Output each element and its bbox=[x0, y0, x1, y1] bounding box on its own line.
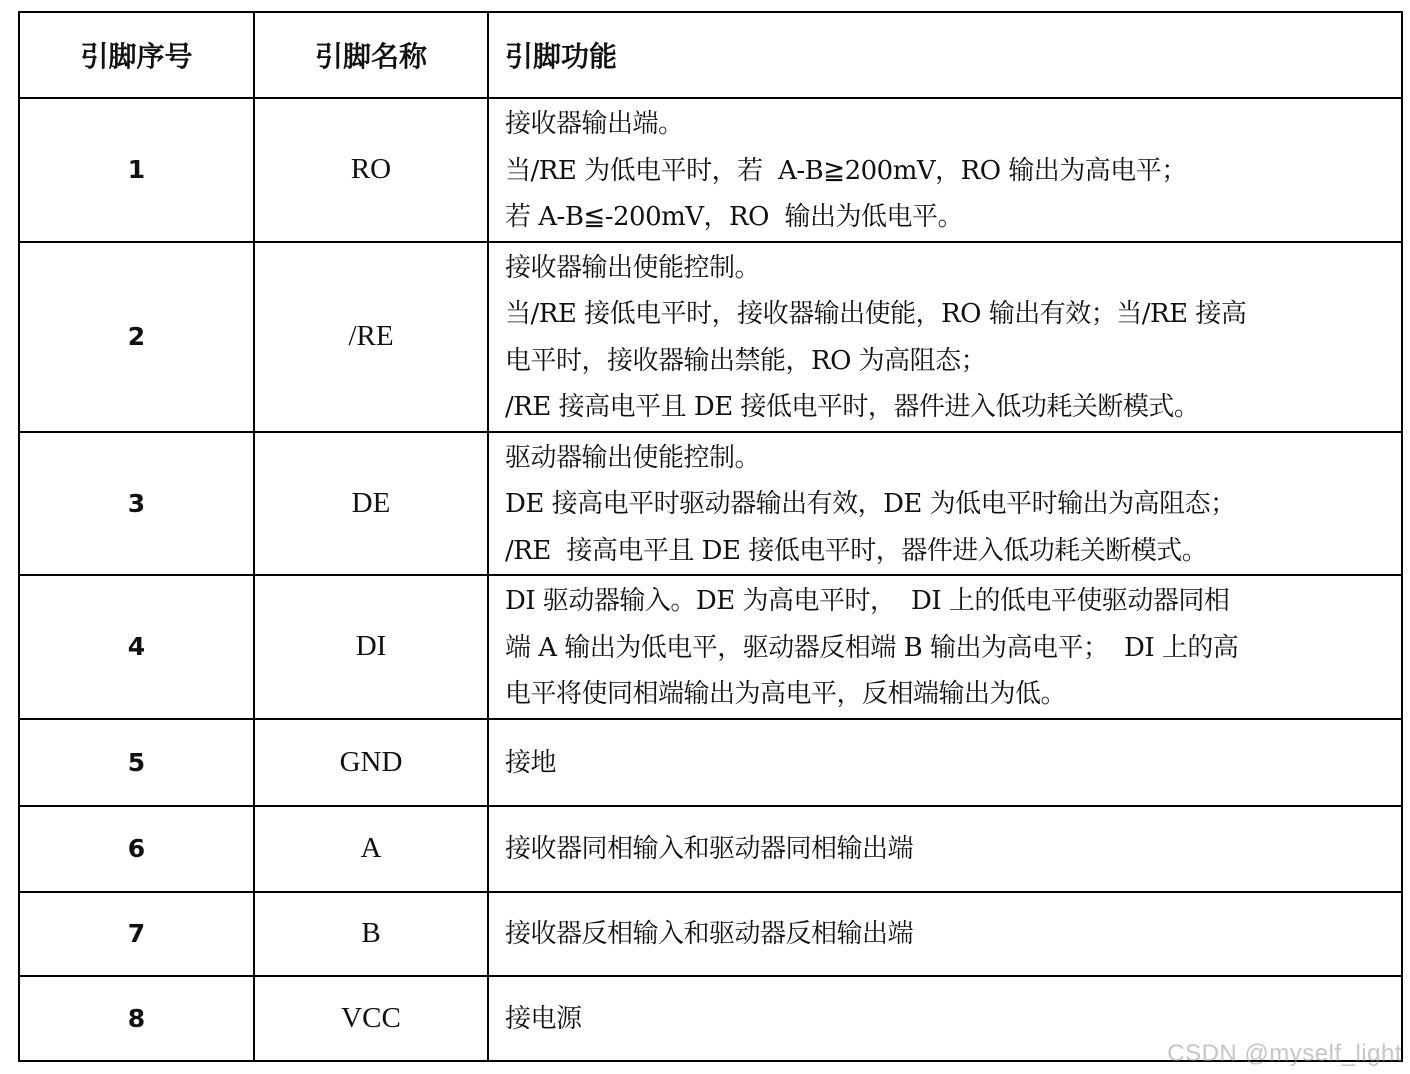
function-line: 电平时，接收器输出禁能，RO 为高阻态； bbox=[505, 345, 987, 376]
table-row bbox=[19, 575, 1402, 719]
pin-function bbox=[488, 575, 1402, 719]
table-row bbox=[19, 806, 1402, 892]
pin-name: DE bbox=[254, 432, 488, 576]
function-line: 接收器同相输入和驱动器同相输出端 bbox=[505, 834, 914, 865]
pin-name: DI bbox=[254, 575, 488, 719]
function-line: 若 A-B≦-200mV，RO 输出为低电平。 bbox=[505, 202, 963, 232]
pin-name: B bbox=[254, 892, 488, 976]
pin-number: 4 bbox=[19, 575, 254, 719]
pin-name: VCC bbox=[254, 976, 488, 1061]
header-pin-function: 引脚功能 bbox=[488, 12, 1402, 98]
pin-name: GND bbox=[254, 719, 488, 806]
table-header-row bbox=[19, 12, 1402, 98]
header-pin-name: 引脚名称 bbox=[254, 12, 488, 98]
function-line: DI 驱动器输入。DE 为高电平时， DI 上的低电平使驱动器同相 bbox=[505, 586, 1230, 616]
table-row bbox=[19, 719, 1402, 806]
pin-number: 8 bbox=[19, 976, 254, 1061]
table-row bbox=[19, 432, 1402, 576]
function-line: 接收器反相输入和驱动器反相输出端 bbox=[505, 919, 914, 950]
function-line: /RE 接高电平且 DE 接低电平时，器件进入低功耗关断模式。 bbox=[505, 392, 1200, 422]
function-line: 电平将使同相端输出为高电平，反相端输出为低。 bbox=[505, 679, 1067, 709]
pin-number: 3 bbox=[19, 432, 254, 576]
pin-number: 2 bbox=[19, 242, 254, 432]
pin-name: /RE bbox=[254, 242, 488, 432]
pin-function bbox=[488, 719, 1402, 806]
pin-function bbox=[488, 242, 1402, 432]
pin-function bbox=[488, 806, 1402, 892]
pin-function bbox=[488, 432, 1402, 576]
pin-name: A bbox=[254, 806, 488, 892]
function-line: 当/RE 接低电平时，接收器输出使能，RO 输出有效；当/RE 接高 bbox=[505, 299, 1247, 329]
table-row bbox=[19, 892, 1402, 976]
pin-number: 6 bbox=[19, 806, 254, 892]
function-line: 接电源 bbox=[505, 1003, 582, 1034]
header-pin-number: 引脚序号 bbox=[19, 12, 254, 98]
pin-name: RO bbox=[254, 98, 488, 242]
function-line: 当/RE 为低电平时，若 A-B≧200mV，RO 输出为高电平； bbox=[505, 155, 1187, 186]
function-line: 接地 bbox=[505, 747, 557, 778]
pin-number: 5 bbox=[19, 719, 254, 806]
pin-table bbox=[18, 11, 1403, 1062]
table-row bbox=[19, 242, 1402, 432]
pin-function bbox=[488, 98, 1402, 242]
pin-function bbox=[488, 892, 1402, 976]
pin-number: 7 bbox=[19, 892, 254, 976]
watermark: CSDN @myself_light bbox=[1167, 1040, 1402, 1067]
function-line: 接收器输出使能控制。 bbox=[505, 252, 761, 283]
function-line: 端 A 输出为低电平，驱动器反相端 B 输出为高电平； DI 上的高 bbox=[505, 632, 1239, 663]
pin-number: 1 bbox=[19, 98, 254, 242]
table-row bbox=[19, 98, 1402, 242]
function-line: /RE 接高电平且 DE 接低电平时，器件进入低功耗关断模式。 bbox=[505, 535, 1208, 566]
function-line: DE 接高电平时驱动器输出有效，DE 为低电平时输出为高阻态； bbox=[505, 489, 1236, 519]
function-line: 接收器输出端。 bbox=[505, 109, 684, 139]
function-line: 驱动器输出使能控制。 bbox=[505, 442, 761, 473]
